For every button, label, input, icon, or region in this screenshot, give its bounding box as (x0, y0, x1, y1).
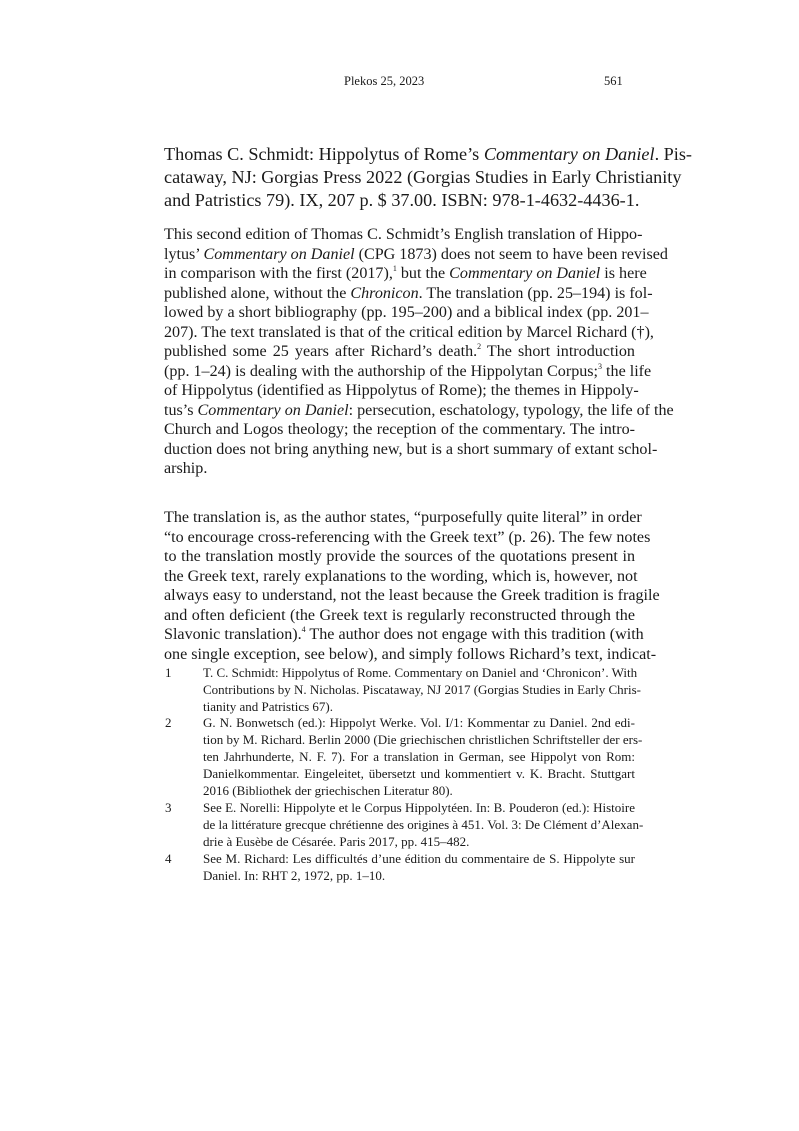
footnote-number: 3 (165, 800, 172, 815)
italic-title: Commentary on Daniel (483, 144, 655, 164)
text-run: of Hippolytus (identified as Hippolytus of Rome); the themes in Hippoly- (164, 382, 639, 399)
text-run: published some 25 years after Richard’s death. (164, 343, 478, 360)
text-run: always easy to understand, not the least because the Greek tradition is fragile (164, 587, 660, 604)
footnote-reference[interactable]: 4 (301, 625, 306, 634)
text-run: lytus’ (164, 245, 204, 263)
running-header-journal: Plekos 25, 2023 (344, 74, 425, 88)
text-run: 2016 (Bibliothek der griechischen Literatur 80). (203, 782, 453, 798)
text-run: : persecution, eschatology, typology, the life of the (348, 401, 674, 419)
text-line (203, 816, 644, 834)
footnote-text (203, 715, 643, 799)
text-run: the Greek text, rarely explanations to the wording, which is, however, not (164, 567, 638, 585)
text-line (203, 766, 635, 783)
text-run: G. N. Bonwetsch (ed.): Hippolyt Werke. Vol. I/1: Kommentar zu Daniel. 2nd edi- (203, 715, 635, 730)
text-line (164, 547, 635, 567)
text-line (164, 420, 635, 440)
page-number: 561 (604, 74, 623, 88)
text-line (164, 606, 635, 626)
text-line (164, 143, 692, 166)
text-run: tianity and Patristics 67). (203, 698, 333, 714)
text-run: Slavonic translation). (164, 626, 302, 643)
text-run: lowed by a short bibliography (pp. 195–200) and a biblical index (pp. 201– (164, 304, 649, 321)
text-run: Danielkommentar. Eingeleitet, übersetzt und kommentiert v. K. Bracht. Stuttgart (203, 765, 635, 781)
footnote-text (203, 851, 635, 885)
text-run: Daniel. In: RHT 2, 1972, pp. 1–10. (203, 867, 386, 883)
text-run: The author does not engage with this tradition (with (305, 626, 644, 643)
text-run: Church and Logos theology; the reception of the commentary. The intro- (164, 421, 635, 438)
text-run: 207). The text translated is that of the critical edition by Marcel Richard (†), (164, 323, 654, 341)
text-line (203, 715, 635, 732)
text-line (164, 303, 649, 323)
italic-title: Chronicon (350, 284, 419, 302)
text-line (203, 868, 635, 885)
text-line (164, 567, 638, 587)
text-run: published alone, without the (164, 284, 351, 302)
text-run: and often deficient (the Greek text is regularly reconstructed through the (164, 606, 635, 624)
italic-title: Commentary on Daniel (197, 401, 349, 419)
text-line (164, 361, 652, 382)
italic-title: Commentary on Daniel (203, 245, 355, 263)
text-line (203, 699, 635, 716)
text-run: Contributions by N. Nicholas. Piscataway, NJ 2017 (Gorgias Studies in Early Chris- (203, 681, 641, 697)
footnote-number: 2 (165, 715, 172, 730)
text-run: “to encourage cross-referencing with the Greek text” (p. 26). The few notes (164, 528, 651, 546)
text-line (164, 645, 657, 665)
text-line (203, 731, 643, 749)
italic-title: Commentary on Daniel (449, 265, 601, 282)
text-run: but the (396, 265, 450, 282)
text-run: one single exception, see below), and simply follows Richard’s text, indicat- (164, 645, 657, 663)
text-line (203, 749, 635, 766)
text-line (164, 166, 682, 189)
text-line (164, 625, 644, 645)
text-run: and Patristics 79). IX, 207 p. $ 37.00. ISBN: 978-1-4632-4436-1. (164, 190, 640, 210)
text-run: Thomas C. Schmidt: Hippolytus of Rome’s (164, 144, 484, 164)
text-line (164, 342, 635, 362)
text-run: This second edition of Thomas C. Schmidt’s English translation of Hippo- (164, 226, 643, 243)
text-run: ten Jahrhunderte, N. F. 7). For a translation in German, see Hippolyt von Rom: (203, 748, 635, 764)
text-run: is here (600, 265, 647, 282)
text-run: . The translation (pp. 25–194) is fol- (418, 284, 653, 302)
text-line (164, 528, 651, 548)
text-line (203, 665, 638, 682)
body-paragraph-2 (164, 508, 660, 664)
text-line (203, 800, 635, 817)
text-line (164, 225, 643, 245)
text-line (164, 401, 674, 421)
text-line (164, 323, 654, 343)
text-run: to the translation mostly provide the sources of the quotations present in (164, 548, 635, 565)
text-line (164, 440, 658, 460)
text-run: in comparison with the first (2017), (164, 265, 393, 282)
text-run: duction does not bring anything new, but is a short summary of extant schol- (164, 440, 658, 458)
text-line (203, 783, 635, 800)
text-run: . Pis- (654, 144, 692, 164)
text-run: (pp. 1–24) is dealing with the authorship of the Hippolytan Corpus; (164, 362, 599, 380)
text-run: cataway, NJ: Gorgias Press 2022 (Gorgias Studies in Early Christianity (164, 167, 682, 187)
text-line (164, 508, 642, 528)
text-run: the life (602, 362, 652, 380)
text-line (164, 459, 635, 479)
footnote-text (203, 800, 644, 851)
text-run: de la littérature grecque chrétienne des origines à 451. Vol. 3: De Clément d’Alexan- (203, 816, 644, 832)
text-line (164, 284, 653, 304)
text-line (164, 245, 668, 265)
text-line (164, 264, 647, 284)
text-run: tus’s (164, 401, 198, 419)
footnote-reference[interactable]: 3 (598, 361, 603, 371)
text-line (164, 381, 639, 401)
text-run: See M. Richard: Les difficultés d’une édition du commentaire de S. Hippolyte sur (203, 851, 635, 866)
text-run: arship. (164, 460, 208, 477)
text-run: See E. Norelli: Hippolyte et le Corpus Hippolytéen. In: B. Pouderon (ed.): Histoire (203, 800, 635, 815)
review-title (164, 143, 692, 212)
text-line (164, 189, 640, 212)
footnote-number: 1 (165, 665, 172, 680)
text-line (203, 681, 641, 699)
text-run: (CPG 1873) does not seem to have been revised (354, 245, 668, 263)
text-run: drie à Eusèbe de Césarée. Paris 2017, pp. 415–482. (203, 833, 470, 849)
footnote-text (203, 665, 641, 716)
footnote-reference[interactable]: 1 (392, 264, 397, 273)
text-run: The short introduction (481, 343, 635, 360)
footnote-number: 4 (165, 851, 172, 866)
text-run: The translation is, as the author states, “purposefully quite literal” in order (164, 509, 642, 526)
text-line (203, 834, 635, 851)
body-paragraph-1 (164, 225, 674, 479)
text-run: T. C. Schmidt: Hippolytus of Rome. Commentary on Daniel and ‘Chronicon’. With (203, 665, 638, 680)
text-line (164, 586, 660, 606)
text-line (203, 851, 635, 868)
text-run: tion by M. Richard. Berlin 2000 (Die griechischen christlichen Schriftsteller der ers- (203, 731, 643, 747)
footnote-reference[interactable]: 2 (477, 342, 482, 351)
